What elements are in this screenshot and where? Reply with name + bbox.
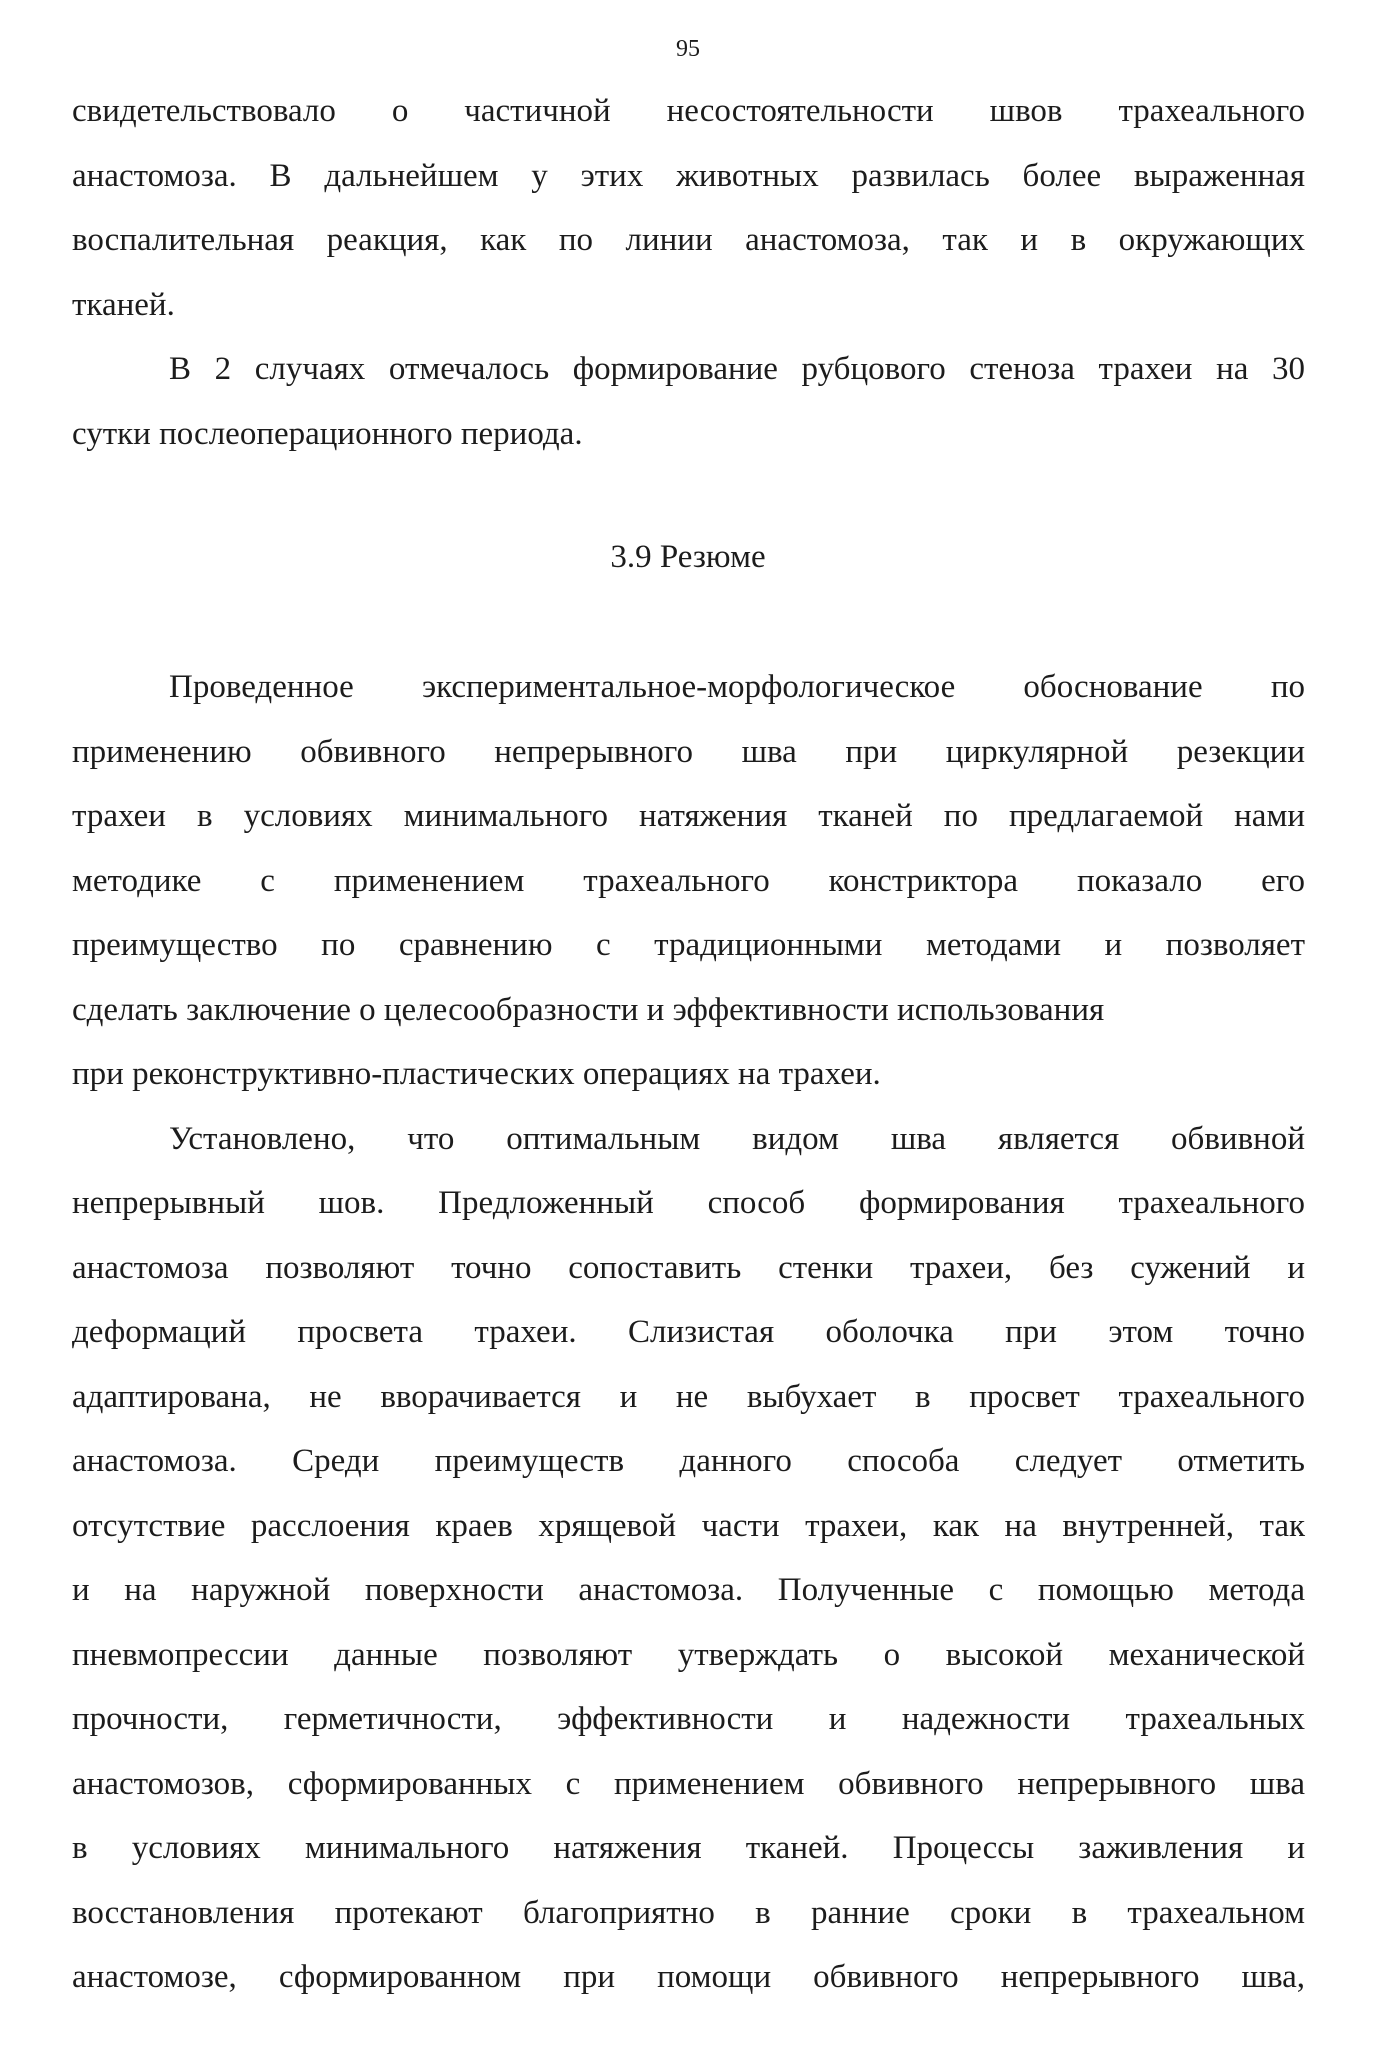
text-line: трахеи в условиях минимального натяжения тканей по предлагаемой нами — [72, 798, 1305, 834]
text-line: анастомоза. Среди преимуществ данного способа следует отметить — [72, 1443, 1305, 1479]
text-line: тканей. — [72, 286, 175, 323]
text-line: и на наружной поверхности анастомоза. Полученные с помощью метода — [72, 1572, 1305, 1608]
text-line: анастомозе, сформированном при помощи обвивного непрерывного шва, — [72, 1959, 1305, 1995]
text-line: адаптирована, не вворачивается и не выбухает в просвет трахеального — [72, 1378, 1305, 1415]
text-line: анастомоза позволяют точно сопоставить стенки трахеи, без сужений и — [72, 1249, 1305, 1286]
summary-section — [72, 655, 1305, 2010]
section-heading: 3.9 Резюме — [610, 539, 766, 575]
text-line: анастомоза. В дальнейшем у этих животных развилась более выраженная — [72, 157, 1305, 194]
text-line: воспалительная реакция, как по линии анастомоза, так и в окружающих — [72, 222, 1305, 258]
text-line: преимущество по сравнению с традиционными методами и позволяет — [72, 927, 1305, 963]
text-line: анастомозов, сформированных с применением обвивного непрерывного шва — [72, 1765, 1305, 1802]
text-line: пневмопрессии данные позволяют утверждать о высокой механической — [72, 1636, 1305, 1673]
text-line: методике с применением трахеального констриктора показало его — [72, 862, 1305, 899]
text-line: в условиях минимального натяжения тканей. Процессы заживления и — [72, 1830, 1305, 1866]
text-line: восстановления протекают благоприятно в ранние сроки в трахеальном — [72, 1894, 1305, 1931]
text-line: В 2 случаях отмечалось формирование рубцового стеноза трахеи на 30 — [169, 351, 1305, 387]
text-line: Установлено, что оптимальным видом шва является обвивной — [169, 1120, 1305, 1157]
text-line: непрерывный шов. Предложенный способ формирования трахеального — [72, 1185, 1305, 1221]
text-line: Проведенное экспериментальное-морфологическое обоснование по — [169, 669, 1305, 705]
text-line: отсутствие расслоения краев хрящевой части трахеи, как на внутренней, так — [72, 1507, 1305, 1544]
text-line: при реконструктивно-пластических операциях на трахеи. — [72, 1056, 881, 1092]
text-line: применению обвивного непрерывного шва при циркулярной резекции — [72, 733, 1305, 770]
text-line: сутки послеоперационного периода. — [72, 415, 583, 452]
text-line: деформаций просвета трахеи. Слизистая оболочка при этом точно — [72, 1314, 1305, 1350]
page-number: 95 — [676, 36, 700, 62]
text-line: свидетельствовало о частичной несостоятельности швов трахеального — [72, 93, 1305, 129]
top-section — [72, 79, 1305, 466]
text-line: прочности, герметичности, эффективности и надежности трахеальных — [72, 1701, 1305, 1737]
text-line: сделать заключение о целесообразности и эффективности использования — [72, 991, 1105, 1028]
